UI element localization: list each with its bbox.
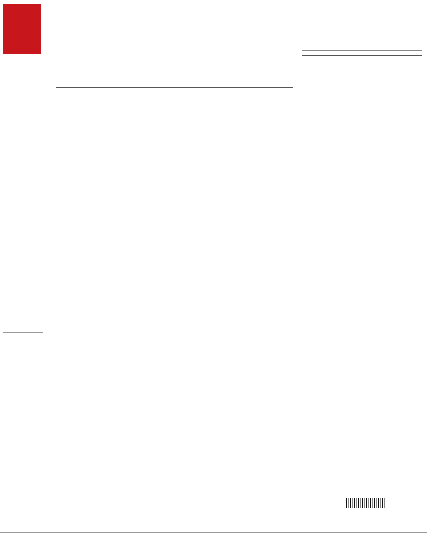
- legend-row-importance: [82, 458, 96, 465]
- section-tab: [3, 4, 41, 54]
- legend-row-possible: [82, 465, 96, 472]
- disclaimer-heading: [3, 330, 43, 333]
- calendar: [56, 75, 293, 88]
- barcode: [346, 498, 386, 508]
- brand-column: [0, 0, 44, 552]
- disclaimer: [3, 330, 43, 336]
- page-footer: [0, 532, 427, 552]
- masthead: [302, 48, 422, 58]
- calendar-title-row: [56, 75, 293, 88]
- legend: [82, 458, 96, 472]
- section-tab-title: [3, 4, 41, 7]
